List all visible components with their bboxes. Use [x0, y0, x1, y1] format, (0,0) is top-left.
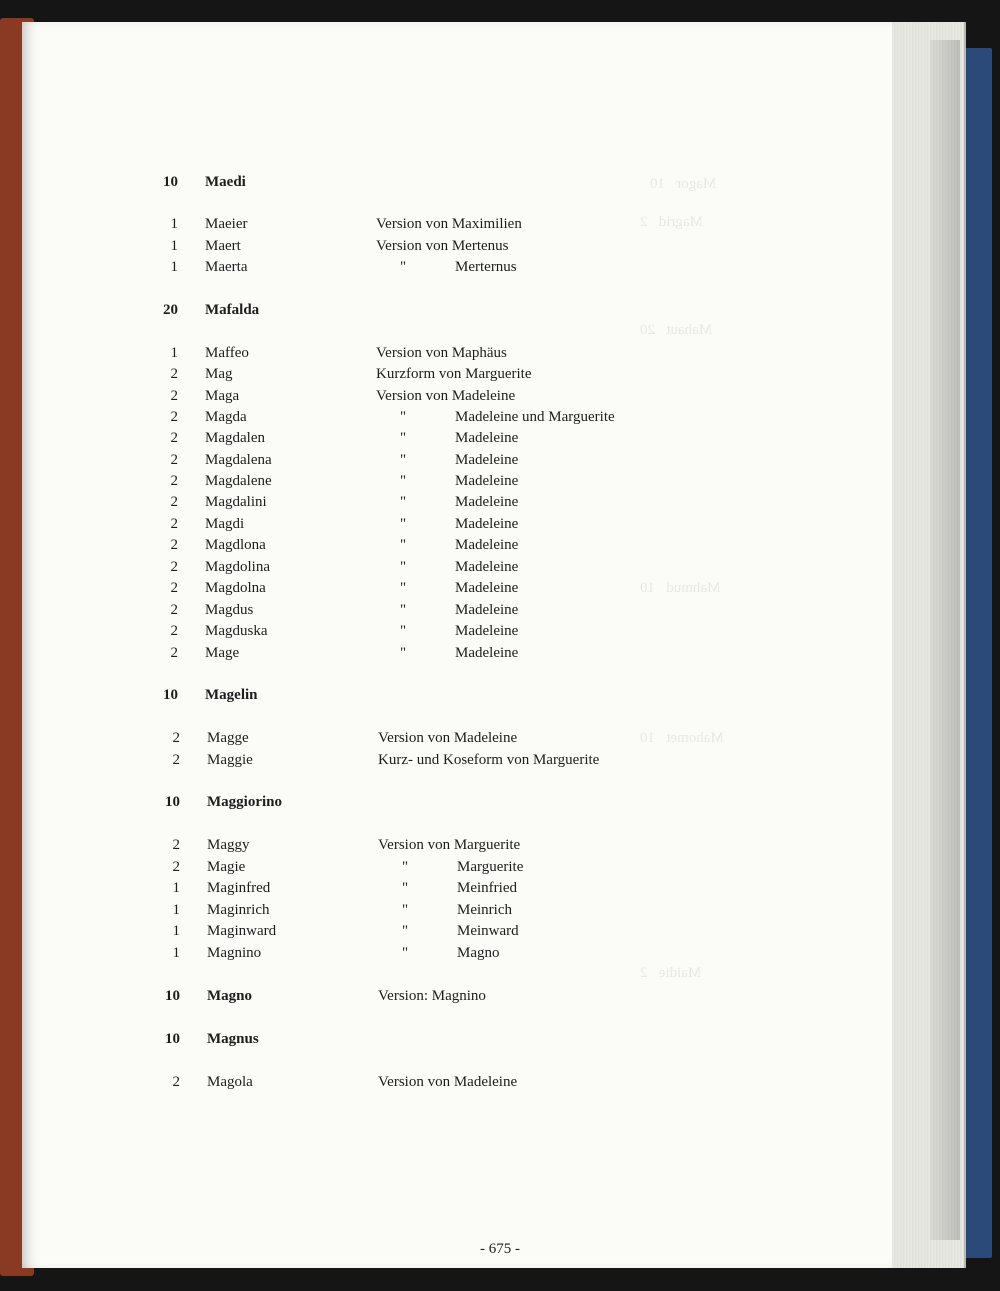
entry-count: 10	[165, 794, 180, 810]
bleed-through-text: Mahmud 10	[640, 580, 721, 596]
ditto-mark: "	[402, 902, 409, 918]
entry-note: Madeleine	[455, 602, 519, 618]
entry-count: 1	[170, 259, 178, 275]
list-item	[0, 1029, 1000, 1051]
entry-note: Magno	[457, 945, 500, 961]
entry-note: Madeleine	[455, 430, 519, 446]
ditto-mark: "	[400, 537, 407, 553]
list-item	[0, 986, 1000, 1008]
entry-count: 10	[163, 687, 178, 703]
entry-name: Mafalda	[205, 302, 260, 318]
entry-name: Maginfred	[207, 880, 271, 896]
entry-count: 1	[172, 945, 180, 961]
entry-count: 2	[172, 837, 180, 853]
entry-name: Maert	[205, 238, 241, 254]
entry-count: 2	[170, 559, 178, 575]
list-item	[0, 621, 1000, 643]
entry-name: Magdalena	[205, 452, 272, 468]
entry-count: 2	[172, 752, 180, 768]
entry-note: Version von Madeleine	[378, 730, 518, 746]
entry-note: Meinfried	[457, 880, 517, 896]
list-item	[0, 900, 1000, 922]
entry-name: Maggie	[207, 752, 253, 768]
entry-note: Version von Maximilien	[376, 216, 522, 232]
entry-count: 2	[170, 430, 178, 446]
entry-count: 2	[170, 366, 178, 382]
list-item	[0, 921, 1000, 943]
entry-name: Maggiorino	[207, 794, 282, 810]
ditto-mark: "	[400, 623, 407, 639]
entry-count: 1	[170, 216, 178, 232]
ditto-mark: "	[402, 923, 409, 939]
ditto-mark: "	[400, 430, 407, 446]
entry-name: Magda	[205, 409, 247, 425]
entry-count: 2	[170, 473, 178, 489]
ditto-mark: "	[400, 409, 407, 425]
list-item	[0, 300, 1000, 322]
bleed-through-text: Mahaut 20	[640, 322, 713, 338]
entry-name: Maga	[205, 388, 240, 404]
entry-note: Madeleine	[455, 537, 519, 553]
entry-note: Marguerite	[457, 859, 524, 875]
page-number: - 675 -	[480, 1241, 520, 1257]
list-item	[0, 943, 1000, 965]
entry-note: Madeleine	[455, 559, 519, 575]
entry-name: Magge	[207, 730, 249, 746]
entry-note: Version: Magnino	[378, 988, 486, 1004]
list-item	[0, 343, 1000, 365]
entry-count: 2	[172, 730, 180, 746]
list-item	[0, 750, 1000, 772]
list-item	[0, 728, 1000, 750]
list-item	[0, 492, 1000, 514]
entry-name: Magie	[207, 859, 246, 875]
entry-name: Maginrich	[207, 902, 270, 918]
entry-name: Magdalini	[205, 494, 267, 510]
ditto-mark: "	[400, 645, 407, 661]
list-item	[0, 792, 1000, 814]
bleed-through-text: Magor 10	[650, 176, 717, 192]
entry-note: Madeleine	[455, 580, 519, 596]
ditto-mark: "	[400, 452, 407, 468]
entry-count: 2	[170, 537, 178, 553]
entry-count: 20	[163, 302, 178, 318]
entry-count: 2	[170, 580, 178, 596]
entry-count: 10	[163, 174, 178, 190]
list-item	[0, 643, 1000, 665]
entry-name: Maerta	[205, 259, 248, 275]
entry-name: Magelin	[205, 687, 258, 703]
entry-name: Magnus	[207, 1031, 259, 1047]
entry-count: 2	[170, 388, 178, 404]
entry-name: Maeier	[205, 216, 248, 232]
entry-name: Mag	[205, 366, 233, 382]
list-item	[0, 386, 1000, 408]
ditto-mark: "	[400, 494, 407, 510]
entry-count: 10	[165, 1031, 180, 1047]
list-item	[0, 600, 1000, 622]
entry-name: Magola	[207, 1074, 253, 1090]
ditto-mark: "	[400, 602, 407, 618]
entry-count: 1	[172, 880, 180, 896]
list-item	[0, 557, 1000, 579]
entry-note: Version von Mertenus	[376, 238, 509, 254]
entry-name: Magdolna	[205, 580, 266, 596]
entry-note: Madeleine	[455, 516, 519, 532]
entry-count: 2	[170, 645, 178, 661]
entry-count: 2	[172, 859, 180, 875]
entry-count: 2	[170, 602, 178, 618]
entry-count: 2	[170, 623, 178, 639]
entry-note: Kurz- und Koseform von Marguerite	[378, 752, 600, 768]
list-item	[0, 835, 1000, 857]
entry-count: 2	[170, 494, 178, 510]
entry-name: Maedi	[205, 174, 246, 190]
entry-name: Maginward	[207, 923, 277, 939]
entry-note: Merternus	[455, 259, 517, 275]
entry-count: 2	[170, 516, 178, 532]
entry-name: Magno	[207, 988, 252, 1004]
entry-note: Meinrich	[457, 902, 512, 918]
bleed-through-text: Magrid 2	[640, 214, 703, 230]
entry-name: Magdolina	[205, 559, 270, 575]
entry-note: Version von Marguerite	[378, 837, 521, 853]
list-item	[0, 685, 1000, 707]
list-item	[0, 364, 1000, 386]
list-item	[0, 236, 1000, 258]
list-item	[0, 514, 1000, 536]
ditto-mark: "	[400, 580, 407, 596]
entry-note: Madeleine und Marguerite	[455, 409, 615, 425]
entry-name: Magdalene	[205, 473, 272, 489]
ditto-mark: "	[400, 473, 407, 489]
entry-note: Version von Madeleine	[376, 388, 516, 404]
entry-note: Madeleine	[455, 494, 519, 510]
list-item	[0, 257, 1000, 279]
entry-name: Magdlona	[205, 537, 266, 553]
entry-note: Kurzform von Marguerite	[376, 366, 532, 382]
ditto-mark: "	[400, 516, 407, 532]
entry-note: Madeleine	[455, 452, 519, 468]
list-item	[0, 578, 1000, 600]
ditto-mark: "	[402, 945, 409, 961]
entry-count: 2	[170, 452, 178, 468]
list-item	[0, 878, 1000, 900]
entry-count: 2	[170, 409, 178, 425]
list-item	[0, 857, 1000, 879]
list-item	[0, 172, 1000, 194]
entry-name: Magduska	[205, 623, 268, 639]
entry-name: Magdus	[205, 602, 254, 618]
entry-name: Magnino	[207, 945, 262, 961]
list-item	[0, 450, 1000, 472]
ditto-mark: "	[400, 559, 407, 575]
entry-note: Version von Maphäus	[376, 345, 507, 361]
list-item	[0, 471, 1000, 493]
entry-name: Mage	[205, 645, 240, 661]
entry-count: 1	[172, 902, 180, 918]
entry-note: Madeleine	[455, 645, 519, 661]
entry-note: Madeleine	[455, 473, 519, 489]
list-item	[0, 428, 1000, 450]
entry-note: Version von Madeleine	[378, 1074, 518, 1090]
entry-name: Magdalen	[205, 430, 265, 446]
ditto-mark: "	[402, 859, 409, 875]
entry-count: 1	[170, 238, 178, 254]
list-item	[0, 407, 1000, 429]
entry-count: 10	[165, 988, 180, 1004]
bleed-through-text: Mahomet 10	[640, 730, 724, 746]
entry-name: Magdi	[205, 516, 245, 532]
entry-note: Meinward	[457, 923, 519, 939]
ditto-mark: "	[402, 880, 409, 896]
bleed-through-text: Maidie 2	[640, 965, 702, 981]
ditto-mark: "	[400, 259, 407, 275]
list-item	[0, 535, 1000, 557]
entry-note: Madeleine	[455, 623, 519, 639]
entry-count: 2	[172, 1074, 180, 1090]
entry-count: 1	[170, 345, 178, 361]
entry-name: Maggy	[207, 837, 250, 853]
list-item	[0, 214, 1000, 236]
entry-count: 1	[172, 923, 180, 939]
entry-name: Maffeo	[205, 345, 249, 361]
list-item	[0, 1072, 1000, 1094]
